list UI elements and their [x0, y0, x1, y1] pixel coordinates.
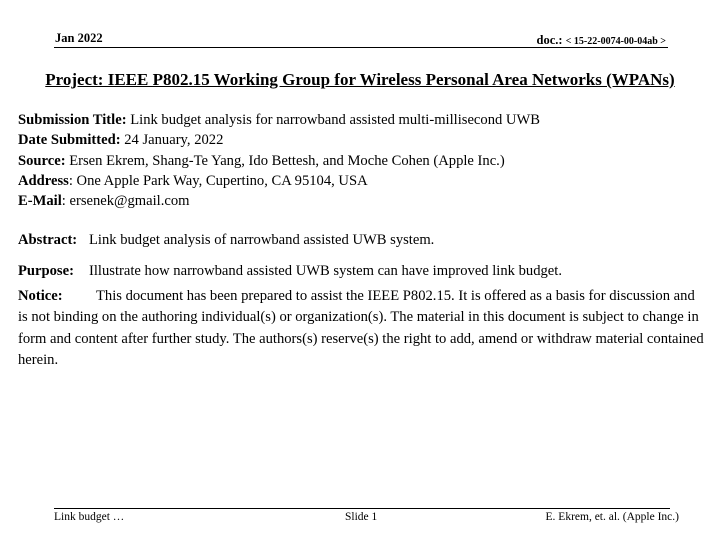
abstract-label: Abstract: [18, 232, 78, 248]
doc-number: < 15-22-0074-00-04ab > [565, 36, 666, 47]
date-submitted-row [18, 130, 540, 150]
header-divider [54, 47, 668, 48]
notice-section [18, 286, 708, 371]
address-row [18, 171, 540, 191]
footer-left: Link budget … [54, 511, 125, 523]
source-label: Source: [18, 152, 66, 169]
slide-number: Slide 1 [345, 511, 378, 523]
abstract-section [18, 230, 708, 251]
project-title: Project: IEEE P802.15 Working Group for Wireless Personal Area Networks (WPANs) [45, 70, 675, 89]
source-row [18, 151, 540, 171]
date-submitted-value: 24 January, 2022 [124, 132, 224, 149]
footer-author: E. Ekrem, et. al. (Apple Inc.) [545, 511, 679, 523]
submission-title-row [18, 110, 540, 130]
purpose-text: Illustrate how narrowband assisted UWB system can have improved link budget. [89, 263, 562, 279]
purpose-label: Purpose: [18, 263, 74, 279]
address-label: Address [18, 172, 69, 189]
email-label: E-Mail [18, 193, 62, 210]
email-value: : ersenek@gmail.com [61, 193, 190, 210]
notice-text: This document has been prepared to assist the IEEE P802.15. It is offered as a basis for discussion and is not binding on the authoring individual(s) or organization(s). The material in this document is subject to change in form and content after further study. The authors(s) reserve(s) the right to add, amend or withdraw material contained herein. [18, 288, 704, 368]
address-value: : One Apple Park Way, Cupertino, CA 95104, USA [68, 172, 368, 189]
doc-label: doc.: [536, 33, 566, 47]
abstract-text: Link budget analysis of narrowband assisted UWB system. [89, 232, 435, 248]
header-date: Jan 2022 [55, 31, 103, 45]
header-doc-number [537, 33, 666, 48]
date-submitted-label: Date Submitted: [18, 132, 121, 149]
footer-divider [54, 508, 670, 509]
email-row [18, 191, 540, 211]
source-value: Ersen Ekrem, Shang-Te Yang, Ido Bettesh, and Moche Cohen (Apple Inc.) [69, 152, 505, 169]
notice-label: Notice: [18, 288, 63, 304]
submission-title-label: Submission Title: [18, 112, 127, 128]
submission-meta [18, 110, 540, 211]
submission-title-value: Link budget analysis for narrowband assisted multi-millisecond UWB [130, 112, 540, 128]
purpose-section [18, 261, 708, 282]
